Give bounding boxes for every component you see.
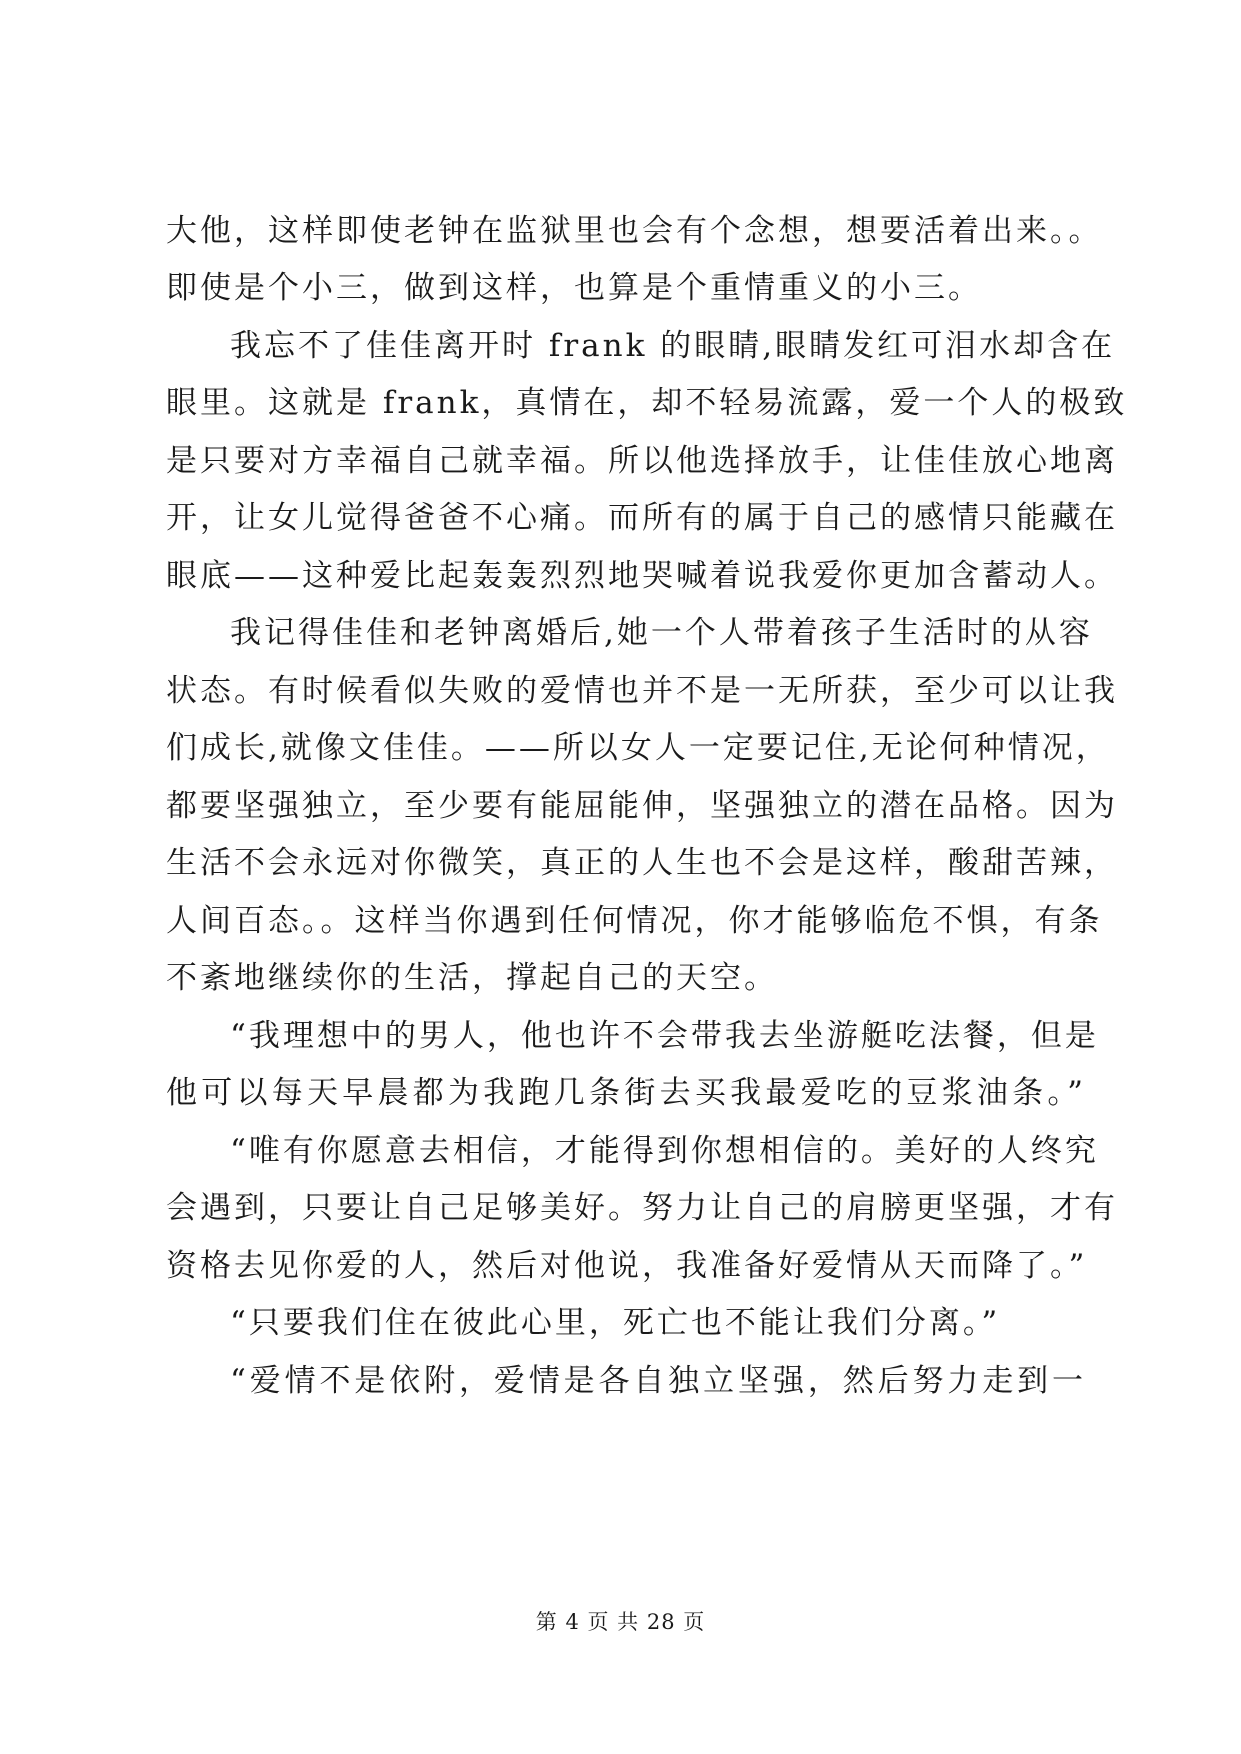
text-line: “只要我们住在彼此心里，死亡也不能让我们分离。” bbox=[230, 1305, 1001, 1341]
text-line: 眼里。这就是 frank，真情在，却不轻易流露，爱一个人的极致 bbox=[166, 385, 1128, 421]
text-line: 都要坚强独立，至少要有能屈能伸，坚强独立的潜在品格。因为 bbox=[166, 788, 1118, 824]
text-line: 生活不会永远对你微笑，真正的人生也不会是这样，酸甜苦辣， bbox=[166, 845, 1118, 881]
text-line: 他可以每天早晨都为我跑几条街去买我最爱吃的豆浆油条。” bbox=[166, 1075, 1086, 1111]
text-line: 们成长,就像文佳佳。——所以女人一定要记住,无论何种情况， bbox=[166, 730, 1110, 766]
text-line: 开，让女儿觉得爸爸不心痛。而所有的属于自己的感情只能藏在 bbox=[166, 500, 1118, 536]
text-line: 是只要对方幸福自己就幸福。所以他选择放手，让佳佳放心地离 bbox=[166, 443, 1118, 479]
page-number-footer: 第 4 页 共 28 页 bbox=[535, 1610, 706, 1634]
text-line: 状态。有时候看似失败的爱情也并不是一无所获，至少可以让我 bbox=[166, 673, 1118, 709]
text-line: 我记得佳佳和老钟离婚后,她一个人带着孩子生活时的从容 bbox=[230, 615, 1093, 651]
text-line: 大他，这样即使老钟在监狱里也会有个念想，想要活着出来。。 bbox=[166, 213, 1103, 249]
text-line: 我忘不了佳佳离开时 frank 的眼睛,眼睛发红可泪水却含在 bbox=[230, 328, 1116, 364]
text-line: 眼底——这种爱比起轰轰烈烈地哭喊着说我爱你更加含蓄动人。 bbox=[166, 558, 1118, 594]
text-line: 即使是个小三，做到这样，也算是个重情重义的小三。 bbox=[166, 270, 982, 306]
text-line: “我理想中的男人，他也许不会带我去坐游艇吃法餐，但是 bbox=[230, 1018, 1099, 1054]
text-line: “爱情不是依附，爱情是各自独立坚强，然后努力走到一 bbox=[230, 1363, 1086, 1399]
text-line: “唯有你愿意去相信，才能得到你想相信的。美好的人终究 bbox=[230, 1133, 1099, 1169]
text-line: 人间百态。。这样当你遇到任何情况，你才能够临危不惧，有条 bbox=[166, 903, 1103, 939]
text-line: 资格去见你爱的人，然后对他说，我准备好爱情从天而降了。” bbox=[166, 1248, 1088, 1284]
text-line: 会遇到，只要让自己足够美好。努力让自己的肩膀更坚强，才有 bbox=[166, 1190, 1118, 1226]
text-line: 不紊地继续你的生活，撑起自己的天空。 bbox=[166, 960, 778, 996]
